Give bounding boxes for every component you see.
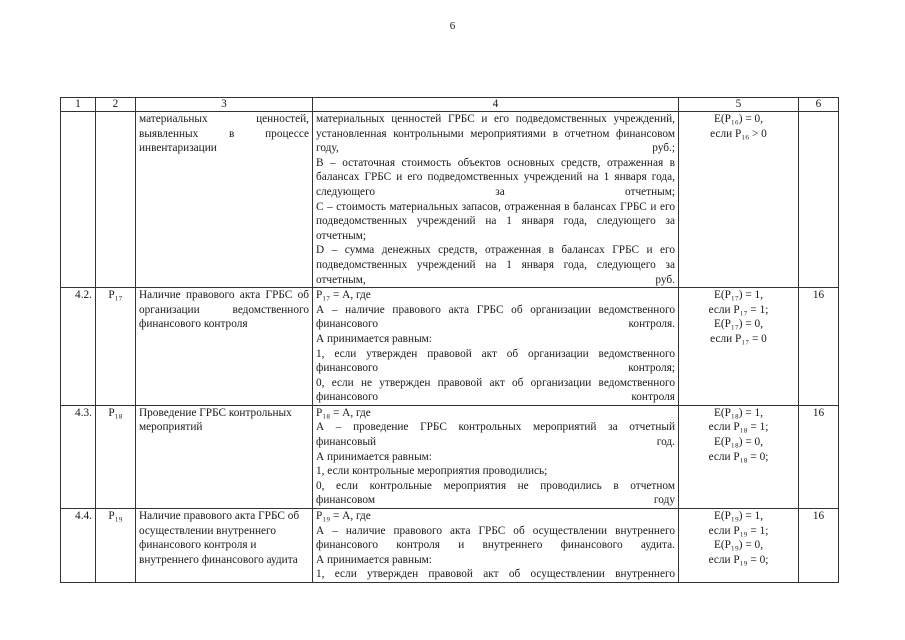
formula-line: А – наличие правового акта ГРБС об организации ведомственного финансового контроля. (316, 303, 675, 331)
indicator-name: Наличие правового акта ГРБС об осуществлении внутреннего финансового контроля и внутреннего финансового аудита (136, 509, 313, 583)
formula-line: В – остаточная стоимость объектов основных средств, отраженная в балансах ГРБС и его подведомственных учреждений на 1 января года, следующего за отчетным; (316, 156, 675, 198)
column-header: 4 (313, 98, 679, 112)
column-header: 2 (96, 98, 136, 112)
indicator-max: 16 (799, 288, 839, 406)
column-header: 1 (61, 98, 96, 112)
score-line: E(P₁₈) = 1, (713, 406, 764, 419)
indicator-score (679, 509, 799, 583)
table-header-row (61, 98, 839, 112)
indicators-table (60, 97, 839, 583)
score-line: E(P₁₇) = 0, (713, 318, 764, 331)
indicator-formula (313, 288, 679, 406)
formula-line: материальных ценностей ГРБС и его подведомственных учреждений, установленная контрольными мероприятиями в отчетном финансовом году, руб.; (316, 113, 675, 155)
formula-line: С – стоимость материальных запасов, отраженная в балансах ГРБС и его подведомственных учреждений на 1 января года, следующего за отчетным; (316, 200, 675, 242)
formula-line: 1, если утвержден правовой акт об организации ведомственного финансового контроля; (316, 347, 675, 375)
indicator-score (679, 405, 799, 508)
formula-line: А принимается равным: (316, 553, 432, 566)
row-number: 4.2. (61, 288, 96, 406)
indicator-code: P₁₈ (96, 405, 136, 508)
table-row (61, 509, 839, 583)
score-line: если P₁₆ > 0 (710, 127, 767, 140)
score-line: E(P₁₇) = 1, (713, 289, 764, 302)
indicator-name: материальных ценностей, выявленных в процессе инвентаризации (136, 112, 313, 288)
table-row (61, 405, 839, 508)
indicator-max: 16 (799, 405, 839, 508)
formula-line: А принимается равным: (316, 450, 432, 463)
indicator-code: P₁₉ (96, 509, 136, 583)
indicator-max: 16 (799, 509, 839, 583)
column-header: 3 (136, 98, 313, 112)
column-header: 6 (799, 98, 839, 112)
score-line: если P₁₈ = 1; (708, 421, 769, 434)
indicator-name: Проведение ГРБС контрольных мероприятий (136, 405, 313, 508)
formula-line: P₁₉ = А, где (316, 510, 371, 523)
formula-line: P₁₇ = А, где (316, 289, 371, 302)
indicator-score (679, 288, 799, 406)
formula-line: 1, если утвержден правовой акт об осуществлении внутреннего (316, 568, 675, 581)
row-number: 4.3. (61, 405, 96, 508)
column-header: 5 (679, 98, 799, 112)
score-line: если P₁₇ = 1; (708, 303, 769, 316)
row-number (61, 112, 96, 288)
score-line: E(P₁₉) = 0, (713, 539, 764, 552)
score-line: если P₁₉ = 1; (708, 524, 769, 537)
score-line: если P₁₈ = 0; (708, 450, 769, 463)
formula-line: 0, если не утвержден правовой акт об организации ведомственного финансового контроля (316, 376, 675, 404)
table-row (61, 288, 839, 406)
score-line: E(P₁₉) = 1, (713, 510, 764, 523)
score-line: E(P₁₆) = 0, (713, 113, 764, 125)
indicator-formula (313, 112, 679, 288)
formula-line: 1, если контрольные мероприятия проводились; (316, 465, 548, 478)
score-line: E(P₁₈) = 0, (713, 436, 764, 449)
indicator-code: P₁₇ (96, 288, 136, 406)
formula-line: А – наличие правового акта ГРБС об осуществлении внутреннего финансового контроля и внутреннего финансового аудита. (316, 524, 675, 552)
formula-line: А принимается равным: (316, 332, 432, 345)
indicator-formula (313, 509, 679, 583)
score-line: если P₁₇ = 0 (710, 332, 767, 345)
table-row (61, 112, 839, 288)
indicator-formula (313, 405, 679, 508)
formula-line: P₁₈ = А, где (316, 406, 371, 419)
indicator-score (679, 112, 799, 288)
formula-line: А – проведение ГРБС контрольных мероприятий за отчетный финансовый год. (316, 421, 675, 449)
score-line: если P₁₉ = 0; (708, 553, 769, 566)
formula-line: D – сумма денежных средств, отраженная в балансах ГРБС и его подведомственных учреждений на 1 января года, следующего за отчетным, руб. (316, 244, 675, 286)
page-number: 6 (449, 20, 456, 32)
indicator-code (96, 112, 136, 288)
formula-line: 0, если контрольные мероприятия не проводились в отчетном финансовом году (316, 479, 675, 507)
indicator-name: Наличие правового акта ГРБС об организации ведомственного финансового контроля (136, 288, 313, 406)
row-number: 4.4. (61, 509, 96, 583)
indicator-max (799, 112, 839, 288)
